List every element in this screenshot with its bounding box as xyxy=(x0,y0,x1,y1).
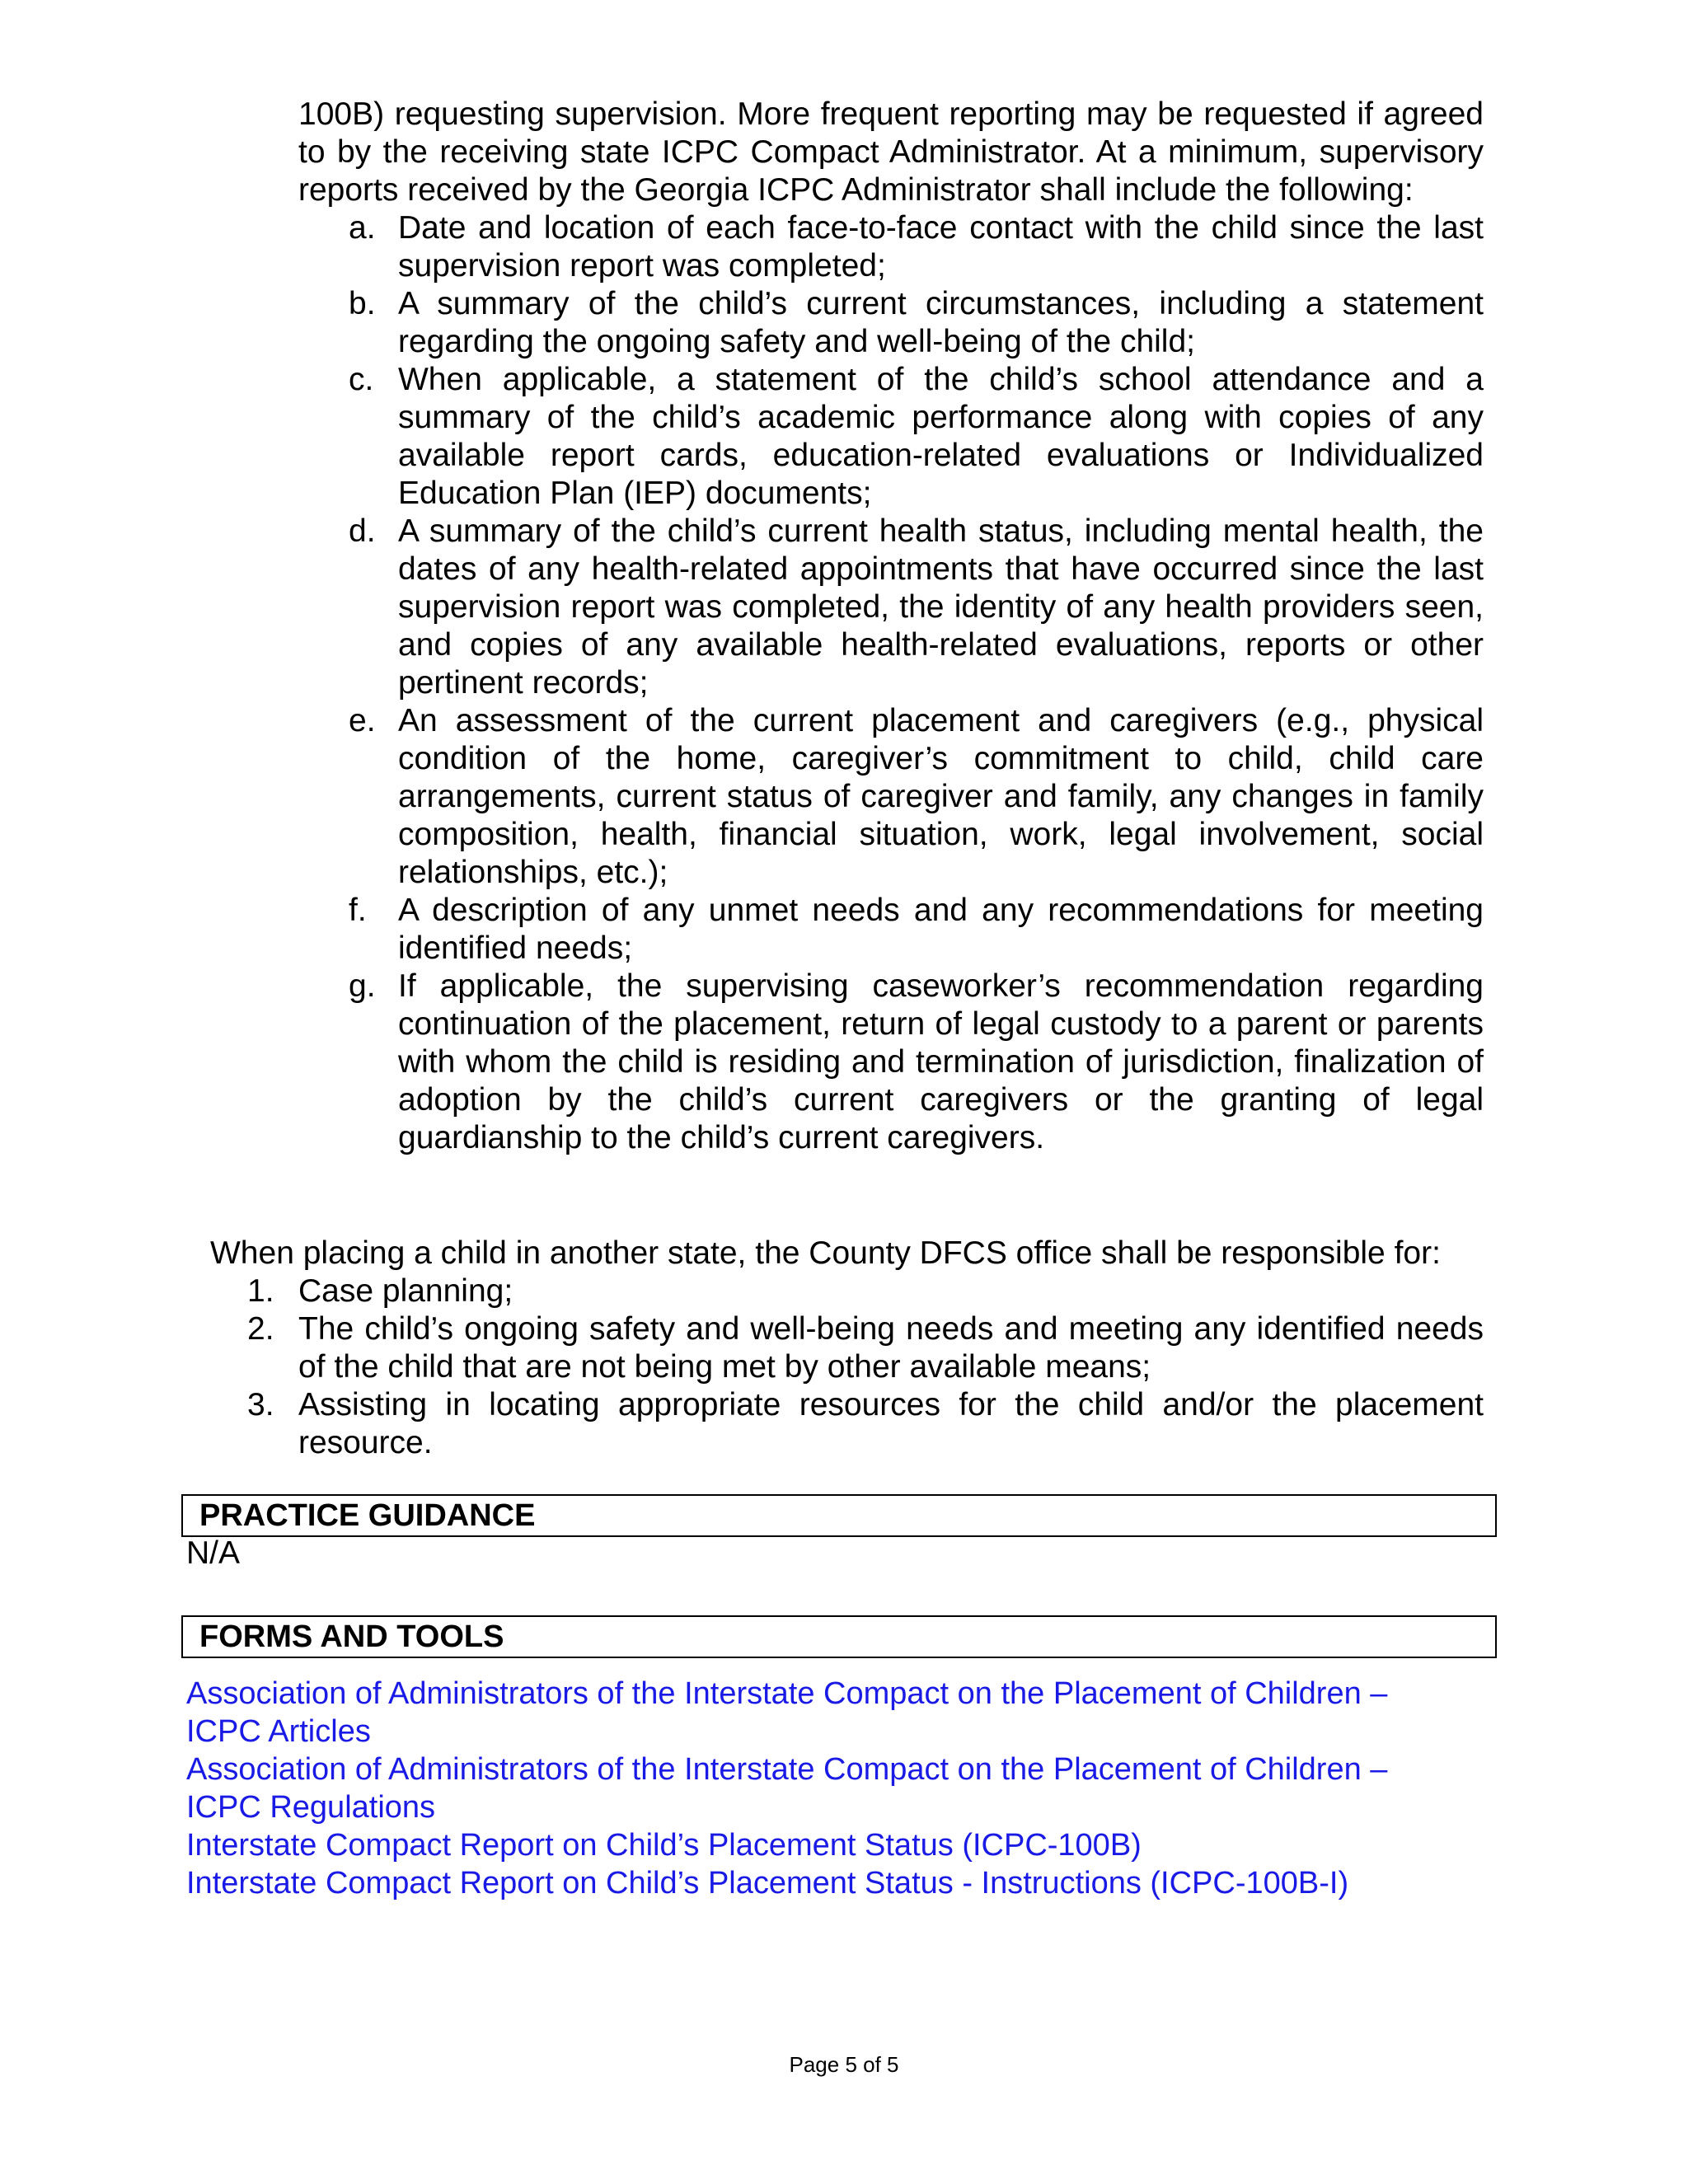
practice-guidance-body: N/A xyxy=(186,1535,241,1571)
supervision-section xyxy=(298,96,1484,1157)
link-line: Interstate Compact Report on Child’s Placement Status - Instructions (ICPC-100B-I) xyxy=(186,1866,1349,1900)
forms-links-list xyxy=(186,1675,1497,1902)
link-line: Association of Administrators of the Interstate Compact on the Placement of Children – xyxy=(186,1752,1388,1787)
list-item-text: An assessment of the current placement and caregivers (e.g., physical condition of the home, caregiver’s commitment to child, child care arrangements, current status of caregiver and family, any changes in family composition, health, financial situation, work, legal involvement, social relationships, etc.); xyxy=(398,703,1484,890)
list-item xyxy=(349,209,1484,285)
forms-and-tools-heading: FORMS AND TOOLS xyxy=(181,1615,1497,1658)
list-item xyxy=(349,892,1484,968)
link-line: Interstate Compact Report on Child’s Placement Status (ICPC-100B) xyxy=(186,1828,1142,1863)
link-line: ICPC Regulations xyxy=(186,1790,436,1825)
list-marker: e. xyxy=(349,703,376,738)
list-item-text: Assisting in locating appropriate resources for the child and/or the placement resource. xyxy=(298,1387,1484,1460)
link-icpc-regulations[interactable] xyxy=(186,1750,1497,1826)
link-line: Association of Administrators of the Interstate Compact on the Placement of Children – xyxy=(186,1676,1388,1711)
link-icpc-100b[interactable] xyxy=(186,1826,1497,1864)
list-item-text: A summary of the child’s current health status, including mental health, the dates of any health-related appointments that have occurred since the last supervision report was completed, the identity of any health providers seen, and copies of any available health-related evaluations, reports or other pertinent records; xyxy=(398,513,1484,701)
list-item-text: Date and location of each face-to-face contact with the child since the last supervision report was completed; xyxy=(398,210,1484,284)
list-marker: 1. xyxy=(247,1273,274,1309)
list-item-text: When applicable, a statement of the child’s school attendance and a summary of the child’s academic performance along with copies of any available report cards, education-related evaluations or Individualized Education Plan (IEP) documents; xyxy=(398,362,1484,511)
list-item xyxy=(247,1386,1484,1462)
list-item-text: A summary of the child’s current circumstances, including a statement regarding the ongoing safety and well-being of the child; xyxy=(398,286,1484,359)
practice-guidance-heading: PRACTICE GUIDANCE xyxy=(181,1494,1497,1537)
list-item xyxy=(349,285,1484,361)
list-item-text: A description of any unmet needs and any recommendations for meeting identified needs; xyxy=(398,893,1484,966)
list-item xyxy=(349,968,1484,1157)
list-marker: b. xyxy=(349,286,376,321)
list-marker: c. xyxy=(349,362,374,397)
placing-responsibilities-section xyxy=(210,1235,1484,1462)
intro-paragraph: 100B) requesting supervision. More frequent reporting may be requested if agreed to by the receiving state ICPC Compact Administrator. At a minimum, supervisory reports received by the Georgia ICPC Administrator shall include the following: xyxy=(298,96,1484,208)
list-item xyxy=(349,513,1484,702)
list-marker: g. xyxy=(349,968,376,1004)
link-line: ICPC Articles xyxy=(186,1714,371,1749)
link-icpc-100b-instructions[interactable] xyxy=(186,1864,1497,1902)
list-item-text: If applicable, the supervising caseworker’s recommendation regarding continuation of the placement, return of legal custody to a parent or parents with whom the child is residing and termination of jurisdiction, finalization of adoption by the child’s current caregivers or the granting of legal guardianship to the child’s current caregivers. xyxy=(398,968,1484,1155)
responsibilities-list xyxy=(210,1272,1484,1462)
list-item xyxy=(247,1272,1484,1310)
list-marker: d. xyxy=(349,513,376,549)
placing-intro: When placing a child in another state, the County DFCS office shall be responsible for: xyxy=(210,1235,1441,1271)
list-marker: f. xyxy=(349,893,367,928)
list-item-text: The child’s ongoing safety and well-being needs and meeting any identified needs of the child that are not being met by other available means; xyxy=(298,1311,1484,1385)
list-marker: a. xyxy=(349,210,376,246)
list-item xyxy=(247,1310,1484,1386)
link-icpc-articles[interactable] xyxy=(186,1675,1497,1750)
list-marker: 3. xyxy=(247,1387,274,1422)
list-marker: 2. xyxy=(247,1311,274,1347)
report-requirements-list xyxy=(298,209,1484,1157)
list-item xyxy=(349,361,1484,513)
page-number: Page 5 of 5 xyxy=(789,2052,899,2077)
list-item xyxy=(349,702,1484,892)
list-item-text: Case planning; xyxy=(298,1273,513,1309)
